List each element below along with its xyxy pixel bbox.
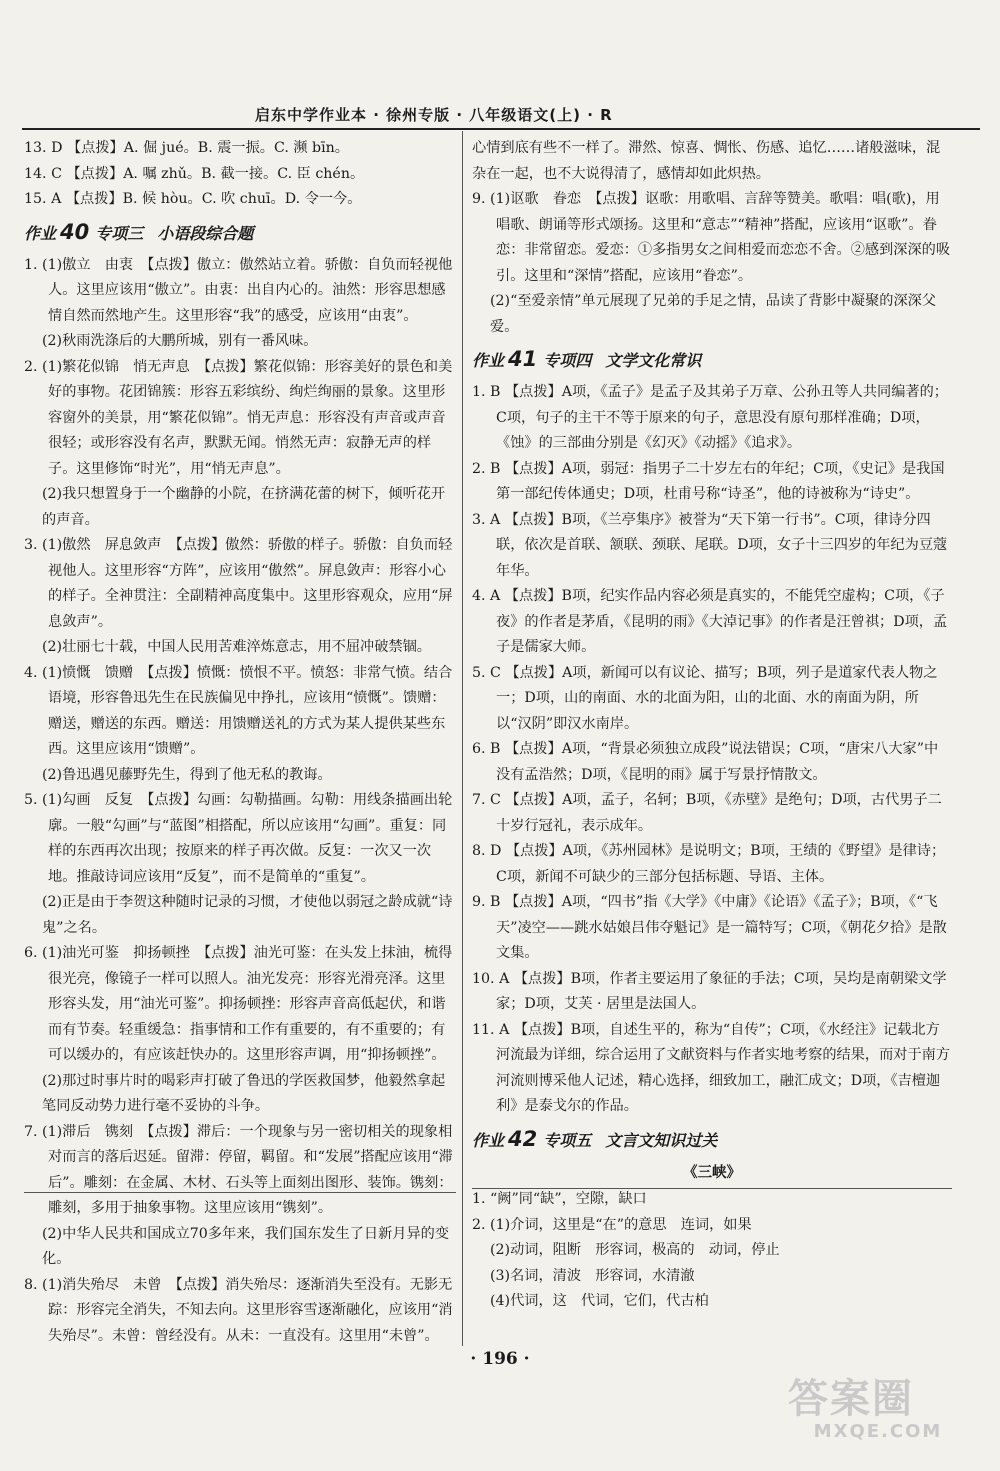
answer-paragraph-13: 7. (1)滞后 镌刻 【点拨】滞后：一个现象与另一密切相关的现象相对而言的落后迟延。留滞：停留，羁留。和“发展”搭配应该用“滞后”。雕刻：在金属、木材、石头等上面刻出图形、装饰。镌刻：雕刻，多用于抽象事物。这里应该用“镌刻”。	[24, 1123, 453, 1216]
page-number: · 196 ·	[470, 1349, 530, 1369]
answer-paragraph-4: (2)我只想置身于一个幽静的小院，在挤满花蕾的树下，倾听花开的声音。	[42, 486, 446, 528]
left-column	[24, 136, 456, 1349]
answer-paragraph-7: 4. (1)愤慨 馈赠 【点拨】愤慨：愤恨不平。愤怒：非常气愤。结合语境，形容鲁迅先生在民族偏见中挣扎，应该用“愤慨”。馈赠：赠送，赠送的东西。赠送：用馈赠送礼的方式为某人提供某些东西。这里应该用“馈赠”。	[24, 664, 453, 757]
classical-answer-5: (4)代词，这 代词，它们，代古柏	[490, 1293, 709, 1309]
continued-paragraph-1: 心情到底有些不一样了。滞然、惊喜、惆怅、伤感、追忆……诸般滋味，混杂在一起，也不大说得清了，感情却如此炽热。	[472, 140, 941, 182]
answer-paragraph-11: 6. (1)油光可鉴 抑扬顿挫 【点拨】油光可鉴：在头发上抹油，梳得很光亮，像镜子一样可以照人。油光发亮：形容光滑亮泽。这里形容头发，用“油光可鉴”。抑扬顿挫：形容声音高低起伏，和谐而有节奏。轻重缓急：指事情和工作有重要的，有不重要的；有可以缓办的，有应该赶快办的。这里形容声调，用“抑扬顿挫”。	[24, 945, 453, 1063]
answer-15: 15. A 【点拨】B. 候 hòu。C. 吹 chuī。D. 令一今。	[24, 191, 362, 207]
answer-paragraph-3: 2. (1)繁花似锦 悄无声息 【点拨】繁花似锦：形容美好的景色和美好的事物。花团锦簇：形容五彩缤纷、绚烂绚丽的景象。这里形容窗外的美景，用“繁花似锦”。悄无声息：形容没有声音或声音很轻；或形容没有名声，默默无闻。悄然无声：寂静无声的样子。这里修饰“时光”，用“悄无声息”。	[24, 358, 453, 477]
literature-answer-11: 11. A 【点拨】B项，自述生平的，称为“自传”；C项，《水经注》记载北方河流最为详细，综合运用了文献资料与作者实地考察的结果，而对于南方河流则博采他人记述，精心选择，细致加工，融汇成文；D项，《吉檀迦利》是泰戈尔的作品。	[472, 1021, 951, 1114]
literature-answer-9: 9. B 【点拨】A项，“四书”指《大学》《中庸》《论语》《孟子》；B项，《“飞天”凌空——跳水姑娘吕伟夺魁记》是一篇特写；C项，《朝花夕拾》是散文集。	[472, 894, 947, 961]
literature-answer-4: 4. A 【点拨】B项，纪实作品内容必须是真实的，不能凭空虚构；C项，《子夜》的作者是茅盾，《昆明的雨》《大淖记事》的作者是汪曾祺；D项，孟子是儒家大师。	[472, 588, 948, 655]
answer-paragraph-10: (2)正是由于李贺这种随时记录的习惯，才使他以弱冠之龄成就“诗鬼”之名。	[42, 894, 453, 936]
column-divider	[462, 131, 463, 1346]
watermark-logo: 答案圈 MXQE.COM	[788, 1376, 943, 1442]
answer-14: 14. C 【点拨】A. 嘱 zhǔ。B. 截一接。C. 臣 chén。	[24, 165, 365, 182]
classical-answer-4: (3)名词，清波 形容词，水清澈	[490, 1267, 695, 1284]
classical-answer-2: 2. (1)介词，这里是“在”的意思 连词，如果	[472, 1216, 752, 1233]
answer-paragraph-15: 8. (1)消失殆尽 未曾 【点拨】消失殆尽：逐渐消失至没有。无影无踪：形容完全消失，不知去向。这里形容雪逐渐融化，应该用“消失殆尽”。未曾：曾经没有。从未：一直没有。这里用“未曾”。	[24, 1276, 453, 1344]
literature-answer-7: 7. C 【点拨】A项，孟子，名轲；B项，《赤壁》是绝句；D项，古代男子二十岁行冠礼，表示成年。	[472, 792, 942, 834]
answer-paragraph-8: (2)鲁迅遇见藤野先生，得到了他无私的教诲。	[42, 766, 332, 783]
literature-answer-10: 10. A 【点拨】B项，作者主要运用了象征的手法；C项，吴均是南朝梁文学家；D项，艾芙 · 居里是法国人。	[472, 970, 947, 1012]
literature-answer-6: 6. B 【点拨】A项，“背景必须独立成段”说法错误；C项，“唐宋八大家”中没有孟浩然；D项，《昆明的雨》属于写景抒情散文。	[472, 741, 939, 783]
answer-paragraph-5: 3. (1)傲然 屏息敛声 【点拨】傲然：骄傲的样子。骄傲：自负而轻视他人。这里形容“方阵”，应该用“傲然”。屏息敛声：形容小心的样子。全神贯注：全副精神高度集中。这里形容观众，应用“屏息敛声”。	[24, 537, 453, 630]
section-41-answers	[472, 380, 952, 1120]
answer-paragraph-1: 1. (1)傲立 由衷 【点拨】傲立：傲然站立着。骄傲：自负而轻视他人。这里应该用“傲立”。由衷：出自内心的。油然：形容思想感情自然而然地产生。这里形容“我”的感受，应该用“由衷”。	[24, 256, 453, 324]
right-column-continuation	[472, 136, 952, 340]
literature-answer-2: 2. B 【点拨】A项，弱冠：指男子二十岁左右的年纪；C项，《史记》是我国第一部纪传体通史；D项，杜甫号称“诗圣”，他的诗被称为“诗史”。	[472, 460, 945, 502]
literature-answer-8: 8. D 【点拨】A项，《苏州园林》是说明文；B项，王绩的《野望》是律诗；C项，新闻不可缺少的三部分包括标题、导语、主体。	[472, 843, 946, 885]
answer-13: 13. D 【点拨】A. 倔 jué。B. 震一振。C. 濒 bīn。	[24, 140, 349, 156]
right-column	[472, 136, 952, 1315]
classical-answer-1: 1. “阙”同“缺”，空隙，缺口	[472, 1191, 647, 1207]
answer-paragraph-14: (2)中华人民共和国成立70多年来，我们国东发生了日新月异的变化。	[42, 1225, 450, 1267]
classical-answer-3: (2)动词，阻断 形容词，极高的 动词，停止	[490, 1242, 780, 1258]
section-40-answers	[24, 253, 456, 1350]
running-header: 启东中学作业本 · 徐州专版 · 八年级语文(上) · R	[255, 106, 613, 124]
answer-paragraph-9: 5. (1)勾画 反复 【点拨】勾画：勾勒描画。勾勒：用线条描画出轮廓。一般“勾画”与“蓝图”相搭配，所以应该用“勾画”。重复：同样的东西再次出现；按原来的样子再次做。反复：一次又一次地。推敲诗词应该用“反复”，而不是简单的“重复”。	[24, 792, 453, 885]
header-rule	[22, 128, 980, 130]
continued-paragraph-2: 9. (1)讴歌 眷恋 【点拨】讴歌：用歌唱、言辞等赞美。歌唱：唱(歌)，用唱歌、朗诵等形式颂扬。这里和“意志”“精神”搭配，应该用“讴歌”。眷恋：非常留恋。爱恋：①多指男女之间相爱而恋恋不舍。②感到深深的吸引。这里和“深情”搭配，应该用“眷恋”。	[472, 191, 951, 284]
answer-paragraph-2: (2)秋雨洗涤后的大鹏所城，别有一番风味。	[42, 333, 318, 349]
section-heading-41: 作业 41 专项四 文学文化常识	[472, 347, 702, 371]
section-42-answers	[472, 1187, 952, 1315]
subsection-title: 《三峡》	[683, 1163, 741, 1181]
literature-answer-5: 5. C 【点拨】A项，新闻可以有议论、描写；B项，列子是道家代表人物之一；D项，山的南面、水的北面为阳，山的北面、水的南面为阴，所以“汉阴”即汉水南岸。	[472, 664, 938, 732]
section-heading-40: 作业 40 专项三 小语段综合题	[24, 219, 254, 244]
continued-paragraph-3: (2)“至爱亲情”单元展现了兄弟的手足之情，品读了背影中凝聚的深深父爱。	[490, 293, 937, 335]
literature-answer-1: 1. B 【点拨】A项，《孟子》是孟子及其弟子万章、公孙丑等人共同编著的；C项，句子的主干不等于原来的句子，意思没有原句那样准确；D项，《蚀》的三部曲分别是《幻灭》《动摇》《追求》。	[472, 384, 948, 451]
answer-paragraph-12: (2)那过时事片时的喝彩声打破了鲁迅的学医救国梦，他毅然拿起笔同反动势力进行毫不妥协的斗争。	[42, 1072, 446, 1114]
section-heading-42: 作业 42 专项五 文言文知识过关	[472, 1126, 718, 1151]
answer-paragraph-6: (2)壮丽七十载，中国人民用苦难淬炼意志，用不屈冲破禁锢。	[42, 639, 431, 655]
literature-answer-3: 3. A 【点拨】B项，《兰亭集序》被誉为“天下第一行书”。C项，律诗分四联，依次是首联、颔联、颈联、尾联。D项，女子十三四岁的年纪为豆蔻年华。	[472, 511, 948, 579]
